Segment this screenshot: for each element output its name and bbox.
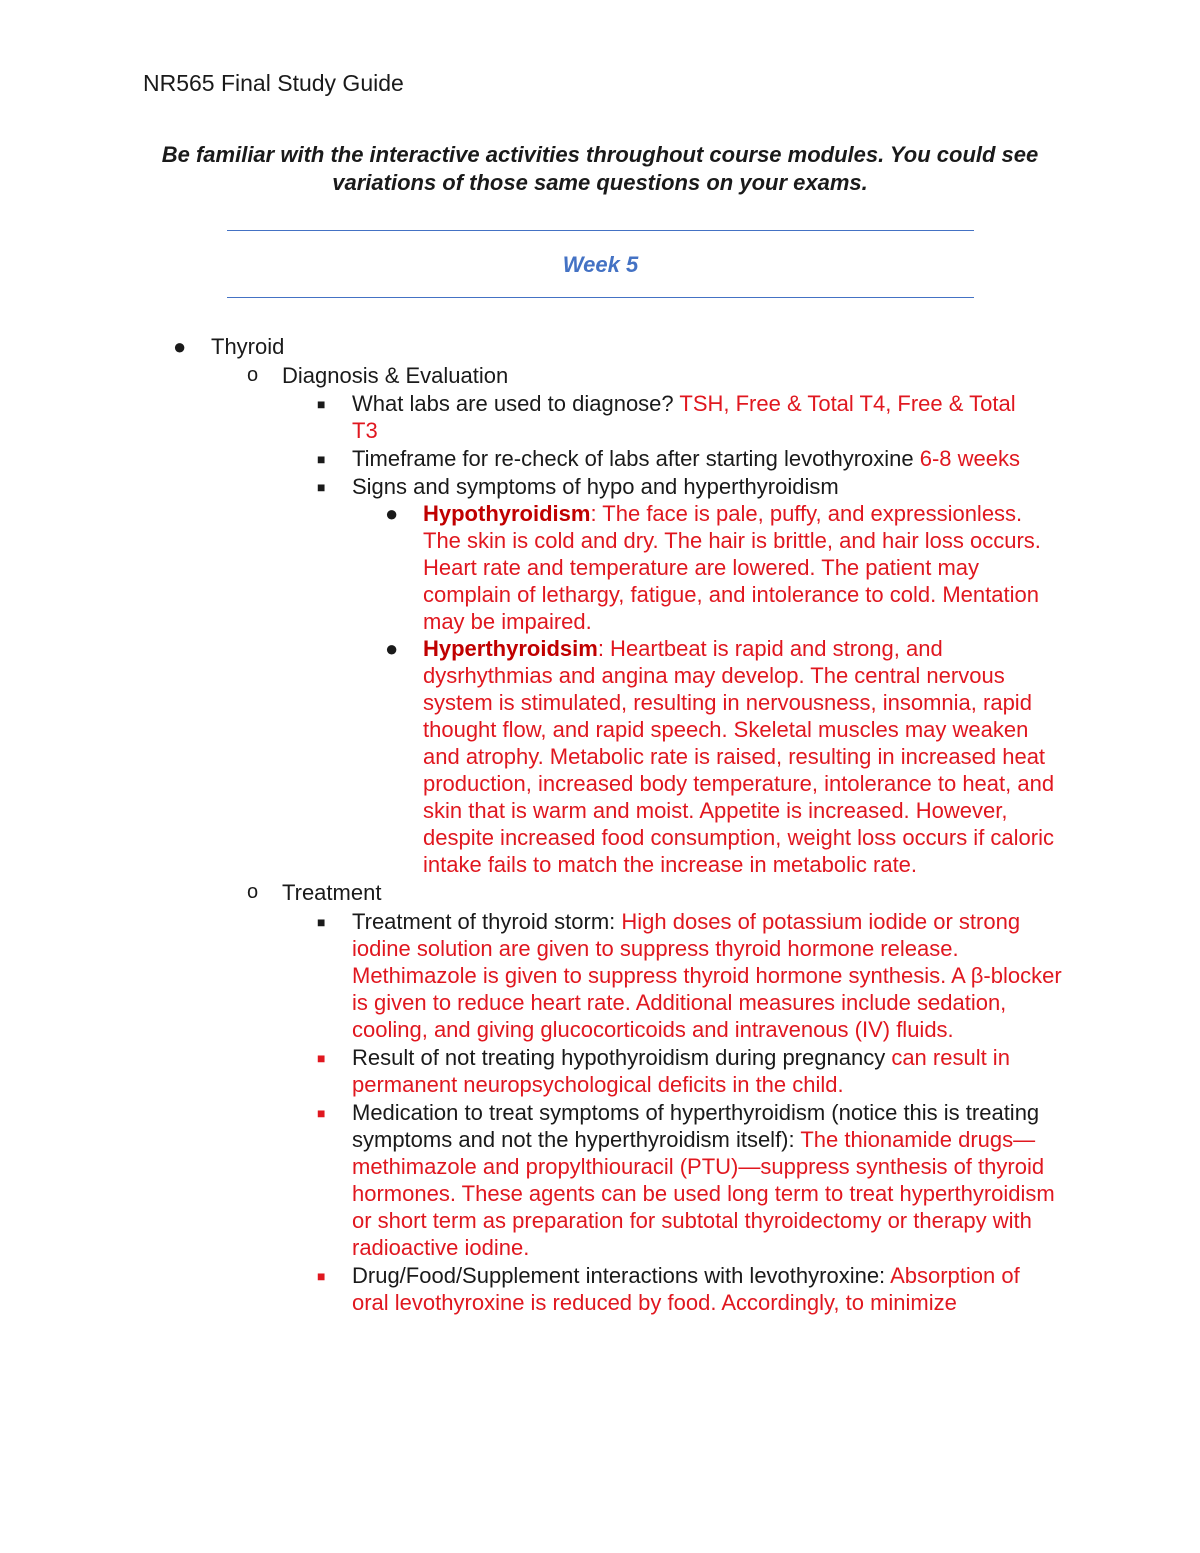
question-text: Result of not treating hypothyroidism during pregnancy: [352, 1045, 892, 1070]
list-item-hyperthyroidism: [0, 635, 1065, 878]
question-text: Drug/Food/Supplement interactions with levothyroxine:: [352, 1263, 891, 1288]
answer-text: can result in permanent neuropsychological deficits in the child.: [352, 1045, 1010, 1097]
circle-bullet-icon: o: [247, 881, 259, 903]
question-text: Timeframe for re-check of labs after starting levothyroxine: [352, 446, 920, 471]
list-item-hyperthyroidism-meds: [0, 1099, 1070, 1261]
list-item-thyroid-storm: [0, 908, 1070, 1043]
list-item-pregnancy: [0, 1044, 1070, 1098]
square-bullet-icon: ■: [317, 1105, 326, 1121]
list-item-treatment: [0, 879, 1200, 906]
answer-text: TSH, Free & Total T4, Free & Total T3: [352, 391, 1016, 443]
disc-bullet-icon: ●: [173, 334, 187, 359]
answer-text: The thionamide drugs—methimazole and propylthiouracil (PTU)—suppress synthesis of thyroid hormones. These agents can be used long term to treat hyperthyroidism or short term as preparation for subtotal thyroidectomy or therapy with radioactive iodine.: [352, 1127, 1055, 1260]
question-text: Medication to treat symptoms of hyperthyroidism (notice this is treating symptoms and not the hyperthyroidism itself):: [352, 1100, 1040, 1152]
list-item-labs: [0, 390, 1022, 444]
disc-bullet-icon: ●: [385, 636, 399, 661]
answer-text: Absorption of oral levothyroxine is reduced by food. Accordingly, to minimize: [352, 1263, 1020, 1315]
circle-bullet-icon: o: [247, 364, 259, 386]
subtopic-label: Treatment: [282, 880, 382, 905]
section-rule-top: [227, 230, 974, 231]
square-bullet-icon: ■: [317, 914, 326, 930]
section-title: Week 5: [562, 252, 639, 277]
disc-bullet-icon: ●: [385, 501, 399, 526]
list-item-recheck: [0, 445, 1032, 472]
subtopic-label: Diagnosis & Evaluation: [282, 363, 509, 388]
list-item-hypothyroidism: [0, 500, 1065, 635]
definition-text: : The face is pale, puffy, and expressionless. The skin is cold and dry. The hair is brittle, and hair loss occurs. Heart rate and temperature are lowered. The patient may complain of lethargy, fatigue, and intolerance to cold. Mentation may be impaired.: [423, 501, 1041, 634]
section-rule-bottom: [227, 297, 974, 298]
question-text: Signs and symptoms of hypo and hyperthyroidism: [352, 474, 839, 499]
term-text: Hyperthyroidsim: [423, 636, 598, 661]
question-text: What labs are used to diagnose?: [352, 391, 680, 416]
intro-note: Be familiar with the interactive activities throughout course modules. You could see variations of those same questions on your exams.: [161, 142, 1039, 195]
square-bullet-icon: ■: [317, 1268, 326, 1284]
definition-text: : Heartbeat is rapid and strong, and dysrhythmias and angina may develop. The central nervous system is stimulated, resulting in nervousness, insomnia, rapid thought flow, and rapid speech. Skeletal muscles may weaken and atrophy. Metabolic rate is raised, resulting in increased heat production, increased body temperature, intolerance to heat, and skin that is warm and moist. Appetite is increased. However, despite increased food consumption, weight loss occurs if caloric intake fails to match the increase in metabolic rate.: [423, 636, 1055, 877]
square-bullet-icon: ■: [317, 451, 326, 467]
question-text: Treatment of thyroid storm:: [352, 909, 622, 934]
list-item-diagnosis: [0, 362, 1200, 389]
study-outline: [0, 333, 1200, 1316]
answer-text: 6-8 weeks: [919, 446, 1021, 471]
square-bullet-icon: ■: [317, 1050, 326, 1066]
document-header: NR565 Final Study Guide: [143, 70, 404, 96]
term-text: Hypothyroidism: [423, 501, 591, 526]
list-item-thyroid: [0, 333, 1200, 360]
square-bullet-icon: ■: [317, 396, 326, 412]
topic-label: Thyroid: [211, 334, 285, 359]
list-item-signs: [0, 473, 1200, 500]
square-bullet-icon: ■: [317, 479, 326, 495]
list-item-interactions: [0, 1262, 1052, 1316]
answer-text: High doses of potassium iodide or strong iodine solution are given to suppress thyroid hormone release. Methimazole is given to suppress thyroid hormone synthesis. A β-blocker is given to reduce heart rate. Additional measures include sedation, cooling, and giving glucocorticoids and intravenous (IV) fluids.: [352, 909, 1062, 1042]
